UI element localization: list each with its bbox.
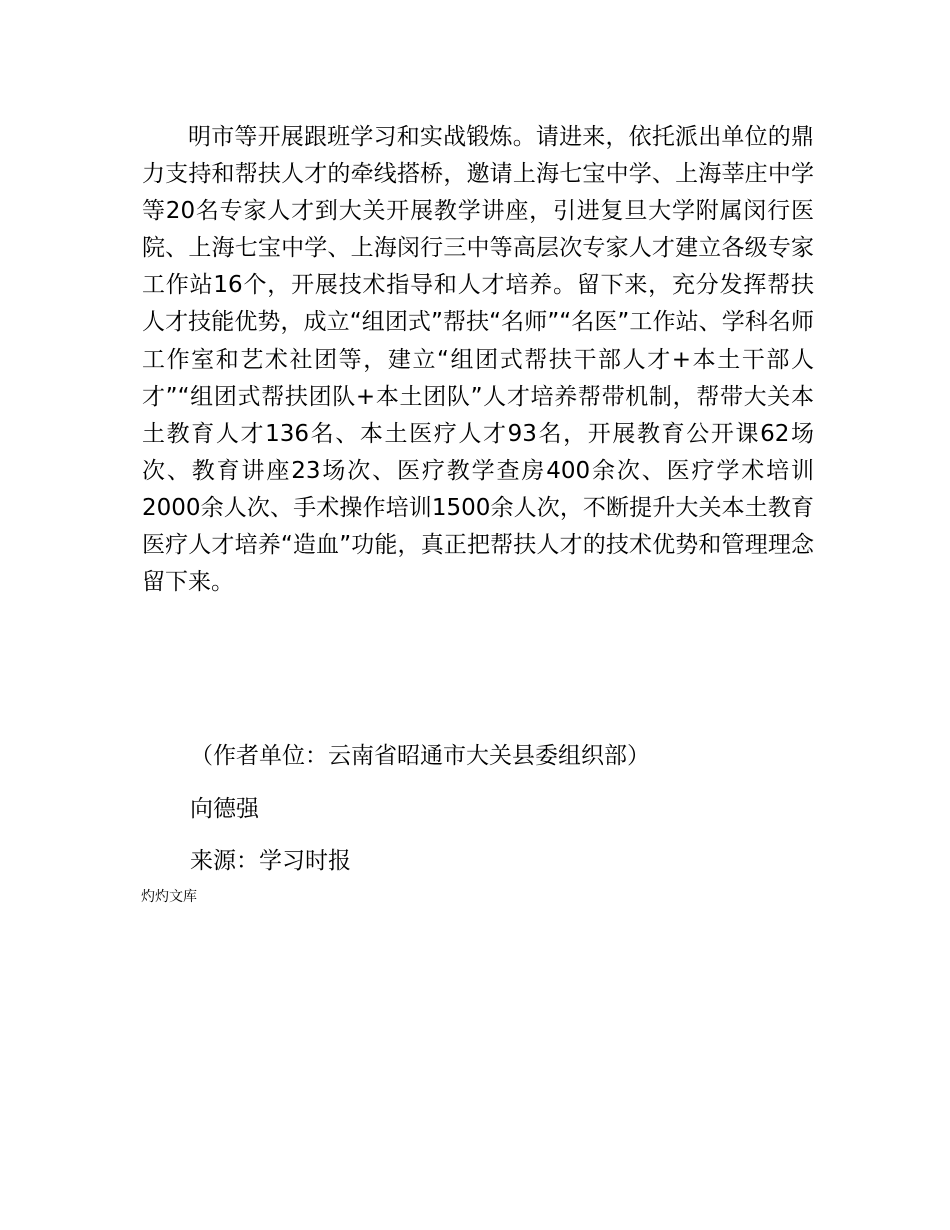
author-name: 向德强 xyxy=(190,796,259,822)
footer-watermark: 灼灼文库 xyxy=(141,889,197,905)
body-paragraph: 明市等开展跟班学习和实战锻炼。请进来，依托派出单位的鼎力支持和帮扶人才的牵线搭桥，邀请上海七宝中学、上海莘庄中学等20名专家人才到大关开展教学讲座，引进复旦大学附属闵行医院、上海七宝中学、上海闵行三中等高层次专家人才建立各级专家工作站16个，开展技术指导和人才培养。留下来，充分发挥帮扶人才技能优势，成立“组团式”帮扶“名师”“名医”工作站、学科名师工作室和艺术社团等，建立“组团式帮扶干部人才+本土干部人才”“组团式帮扶团队+本土团队”人才培养帮带机制，帮带大关本土教育人才136名、本土医疗人才93名，开展教育公开课62场次、教育讲座23场次、医疗教学查房400余次、医疗学术培训2000余人次、手术操作培训1500余人次，不断提升大关本土教育医疗人才培养“造血”功能，真正把帮扶人才的技术优势和管理理念留下来。 xyxy=(142,124,814,596)
source-line: 来源：学习时报 xyxy=(190,848,351,874)
author-affiliation: （作者单位：云南省昭通市大关县委组织部） xyxy=(190,743,650,769)
